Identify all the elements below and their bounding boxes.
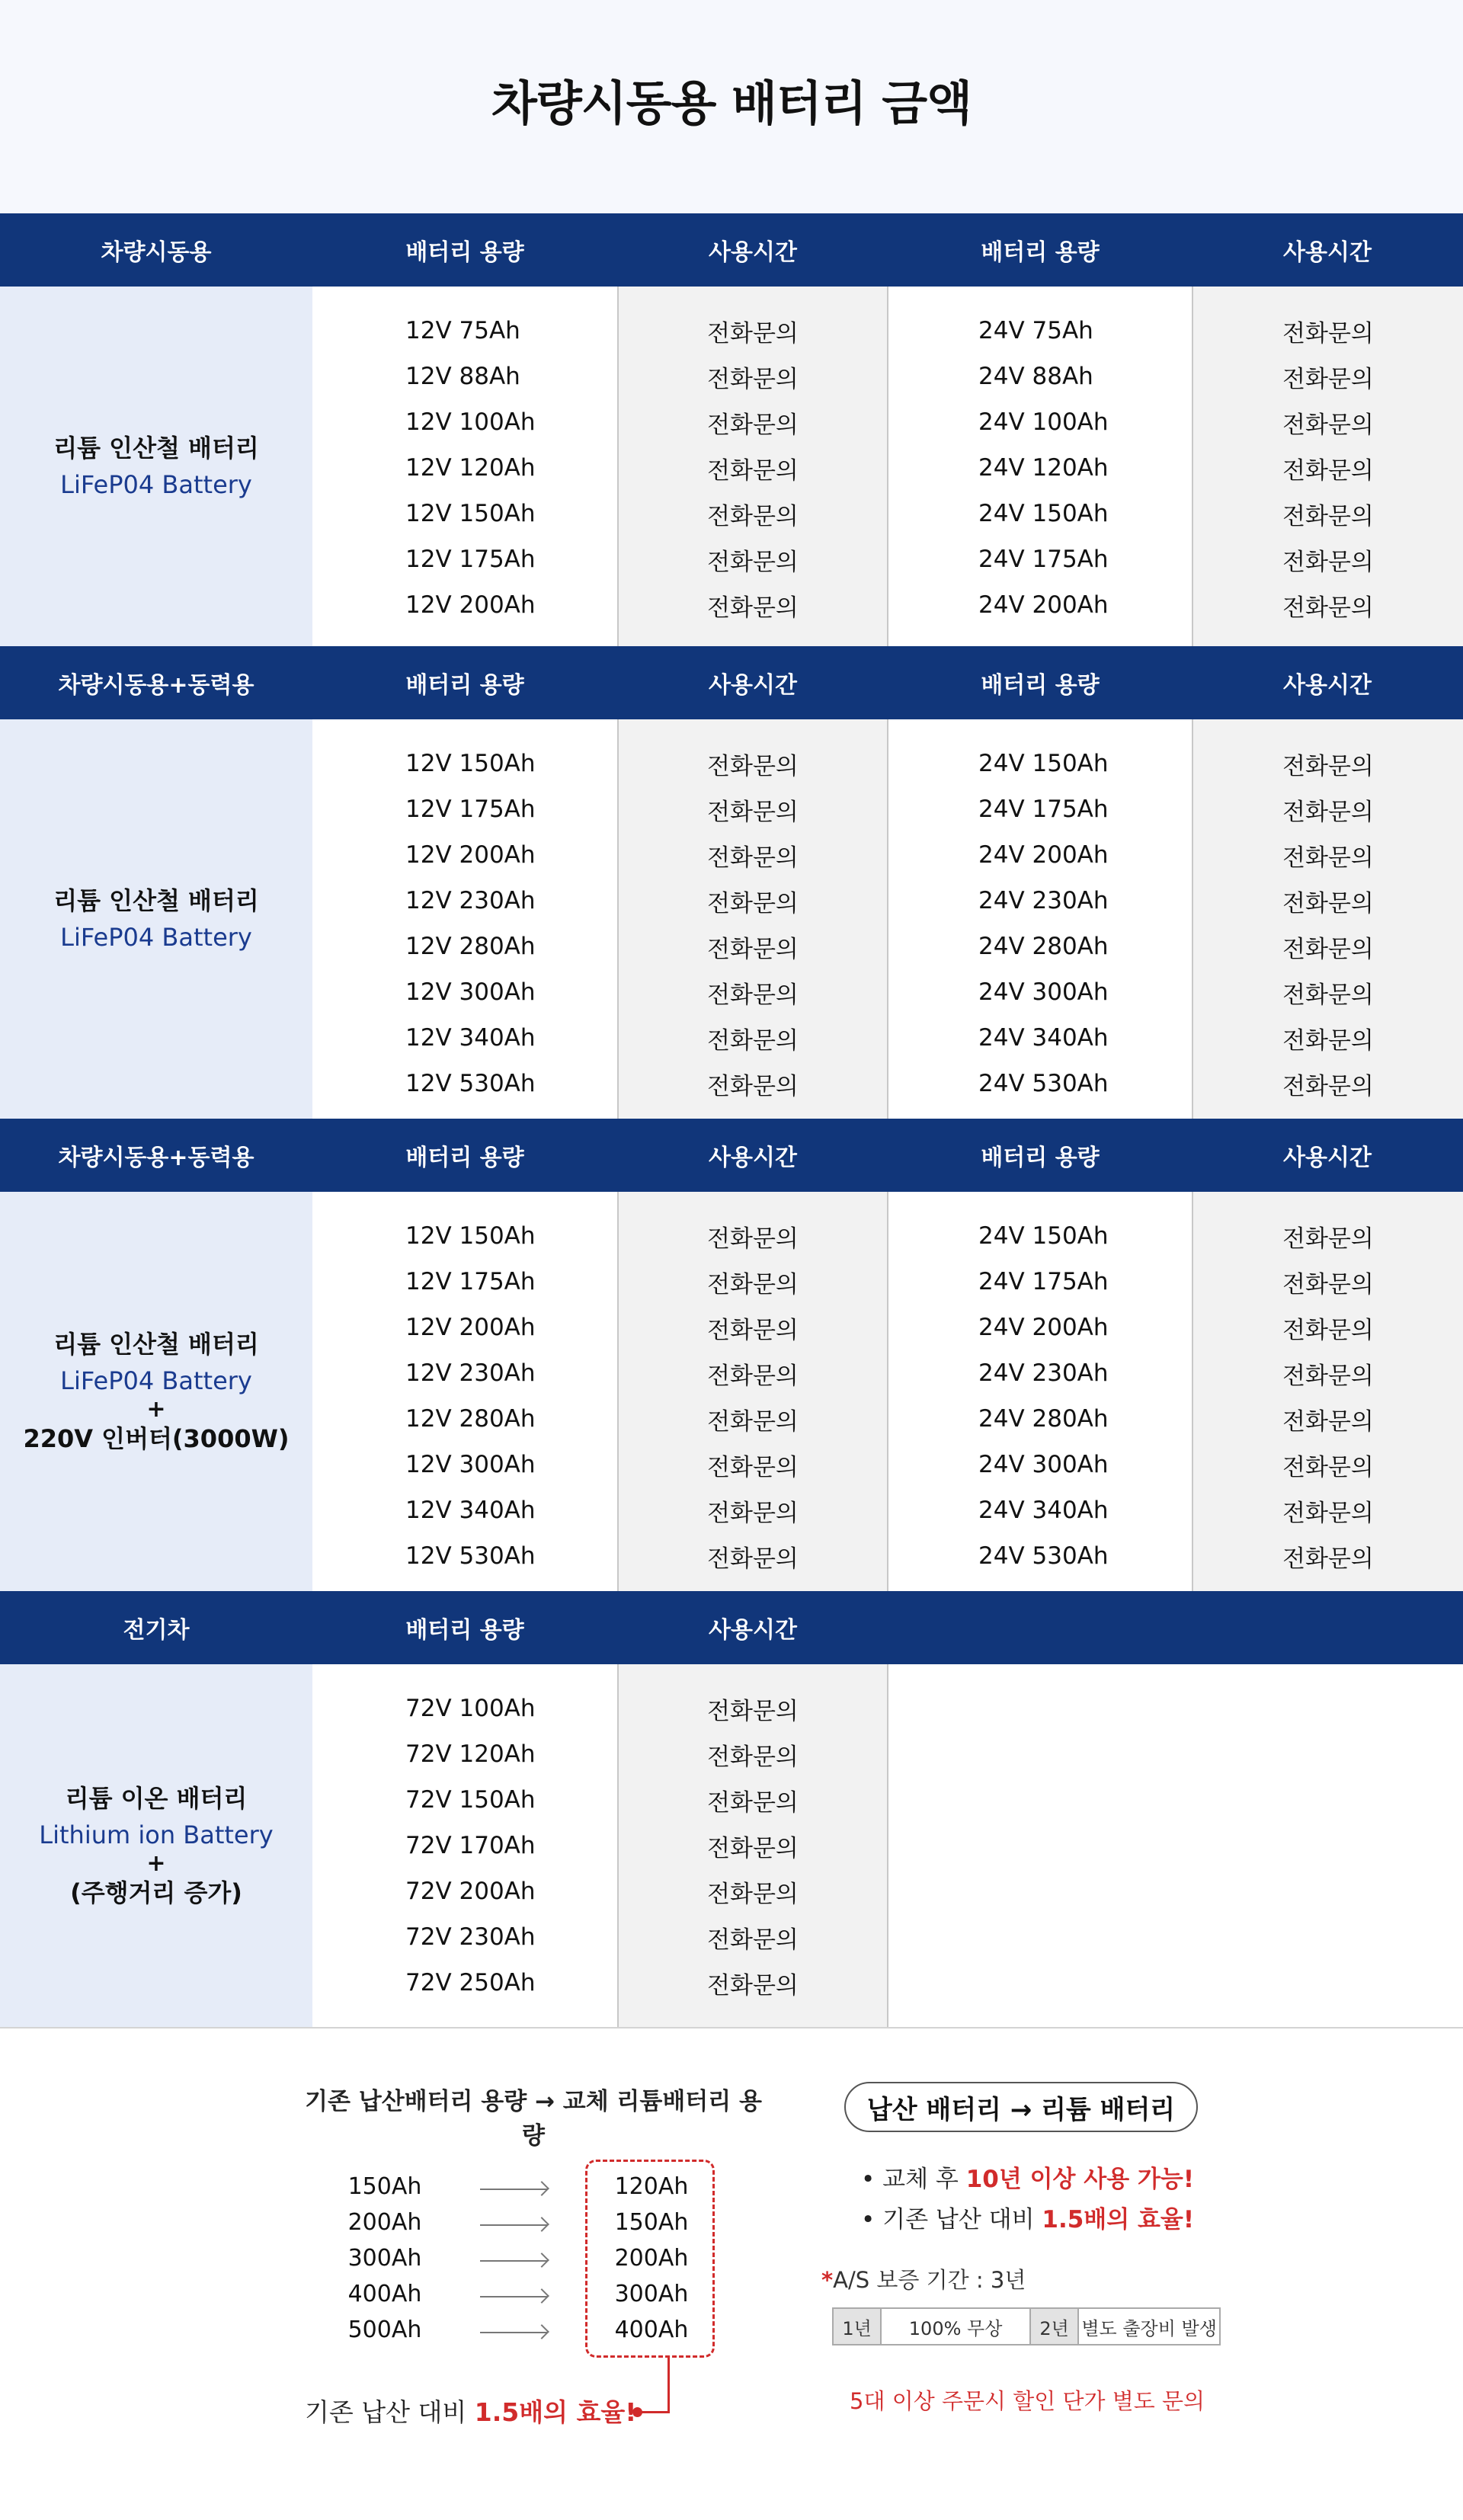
header-category: 차량시동용+동력용	[58, 672, 255, 699]
section-header	[0, 1119, 1463, 1192]
category-english: LiFeP04 Battery	[60, 1366, 252, 1395]
usage-time-value: 전화문의	[1282, 935, 1374, 963]
header-time-12v: 사용시간	[709, 672, 797, 699]
capacity-value: 24V 530Ah	[978, 1542, 1109, 1570]
time-12v-column	[617, 1192, 888, 1591]
usage-time-value: 전화문의	[1282, 502, 1374, 530]
usage-time-value: 전화문의	[707, 1072, 799, 1100]
capacity-value: 72V 200Ah	[405, 1878, 536, 1905]
connector-line	[667, 2358, 670, 2413]
arrow-head-icon	[534, 2288, 549, 2304]
usage-time-value: 전화문의	[1282, 365, 1374, 393]
capacity-value: 12V 175Ah	[405, 796, 536, 823]
capacity-value: 24V 75Ah	[978, 317, 1093, 344]
footer-prefix: 기존 납산 대비	[305, 2397, 475, 2427]
usage-time-value: 전화문의	[1282, 1545, 1374, 1573]
usage-time-value: 전화문의	[1282, 981, 1374, 1009]
usage-time-value: 전화문의	[707, 935, 799, 963]
usage-time-value: 전화문의	[707, 1362, 799, 1390]
section-header	[0, 213, 1463, 287]
old-capacity-value: 500Ah	[347, 2317, 422, 2343]
category-cell	[0, 1664, 312, 2027]
category-cell	[0, 287, 312, 646]
arrow-head-icon	[534, 2181, 549, 2196]
arrow-head-icon	[534, 2324, 549, 2339]
header-capacity-24v: 배터리 용량	[981, 239, 1100, 266]
capacity-value: 24V 280Ah	[978, 1405, 1109, 1433]
bulk-discount-note: 5대 이상 주문시 할인 단가 별도 문의	[850, 2388, 1205, 2414]
header-capacity-24v: 배터리 용량	[981, 1145, 1100, 1171]
usage-time-value: 전화문의	[707, 1880, 799, 1908]
usage-time-value: 전화문의	[1282, 456, 1374, 485]
capacity-value-list	[312, 741, 617, 1106]
capacity-value: 12V 200Ah	[405, 841, 536, 869]
capacity-value: 72V 100Ah	[405, 1695, 536, 1722]
capacity-value: 24V 200Ah	[978, 841, 1109, 869]
header-time-72v: 사용시간	[709, 1617, 797, 1644]
usage-time-value: 전화문의	[707, 456, 799, 485]
capacity-value: 12V 175Ah	[405, 1268, 536, 1295]
page-title: 차량시동용 배터리 금액	[491, 75, 972, 131]
usage-time-value: 전화문의	[707, 1316, 799, 1344]
arrow-head-icon	[534, 2217, 549, 2232]
capacity-value: 12V 530Ah	[405, 1070, 536, 1097]
capacity-value: 12V 75Ah	[405, 317, 520, 344]
old-capacity-value: 150Ah	[347, 2173, 422, 2200]
conversion-footer	[305, 2393, 637, 2429]
capacity-value-list	[888, 1213, 1192, 1579]
usage-time-value: 전화문의	[707, 981, 799, 1009]
benefit-bullet-lifespan	[861, 2160, 1194, 2194]
usage-time-value: 전화문의	[707, 1926, 799, 1954]
header-category: 차량시동용+동력용	[58, 1145, 255, 1171]
usage-time-value: 전화문의	[1282, 1270, 1374, 1298]
usage-time-value: 전화문의	[707, 548, 799, 576]
warranty-year-1-terms: 100% 무상	[882, 2309, 1031, 2344]
old-capacity-value: 300Ah	[347, 2245, 422, 2272]
usage-time-value: 전화문의	[707, 1225, 799, 1253]
capacity-24v-column	[888, 287, 1192, 646]
header-category: 전기차	[123, 1617, 190, 1644]
category-english: LiFeP04 Battery	[60, 470, 252, 499]
capacity-value: 24V 150Ah	[978, 750, 1109, 777]
category-plus: +	[146, 1396, 166, 1423]
usage-time-value: 전화문의	[707, 1499, 799, 1527]
usage-time-value: 전화문의	[1282, 1499, 1374, 1527]
capacity-value: 12V 230Ah	[405, 887, 536, 914]
capacity-value: 24V 340Ah	[978, 1024, 1109, 1052]
page-header	[0, 0, 1463, 213]
category-cell	[0, 1192, 312, 1591]
usage-time-value-list	[619, 308, 887, 628]
capacity-value: 72V 230Ah	[405, 1923, 536, 1951]
upgrade-pill: 납산 배터리 → 리튬 배터리	[844, 2082, 1198, 2132]
capacity-72v-column	[312, 1664, 617, 2027]
usage-time-value: 전화문의	[1282, 594, 1374, 622]
warranty-year-2: 2년	[1031, 2309, 1079, 2344]
new-capacity-value: 200Ah	[614, 2245, 689, 2272]
header-time-24v: 사용시간	[1283, 239, 1372, 266]
capacity-value: 12V 150Ah	[405, 750, 536, 777]
capacity-value: 24V 200Ah	[978, 591, 1109, 619]
warranty-year-2-terms: 별도 출장비 발생	[1081, 2317, 1217, 2339]
category-name: 리튬 인산철 배터리	[53, 434, 259, 463]
usage-time-value-list	[619, 1213, 887, 1579]
capacity-value: 24V 200Ah	[978, 1314, 1109, 1341]
connector-line	[639, 2411, 670, 2413]
footer-highlight: 1.5배의 효율!	[474, 2397, 637, 2427]
capacity-12v-column	[312, 1192, 617, 1591]
usage-time-value: 전화문의	[707, 365, 799, 393]
capacity-value: 24V 120Ah	[978, 454, 1109, 482]
usage-time-value: 전화문의	[707, 1270, 799, 1298]
category-cell	[0, 719, 312, 1119]
capacity-value: 72V 170Ah	[405, 1832, 536, 1859]
capacity-value: 12V 530Ah	[405, 1542, 536, 1570]
price-section-inverter	[0, 1119, 1463, 1591]
usage-time-value-list	[619, 1686, 887, 2006]
category-extra: (주행거리 증가)	[70, 1878, 242, 1907]
capacity-value-list	[888, 308, 1192, 628]
time-24v-column	[1192, 1192, 1463, 1591]
benefit-bullet-efficiency	[861, 2200, 1194, 2234]
usage-time-value: 전화문의	[1282, 1316, 1374, 1344]
new-capacity-value: 150Ah	[614, 2209, 689, 2236]
capacity-value: 24V 175Ah	[978, 796, 1109, 823]
capacity-value: 24V 230Ah	[978, 887, 1109, 914]
capacity-value: 12V 340Ah	[405, 1024, 536, 1052]
warranty-star: *	[821, 2267, 834, 2293]
capacity-value: 12V 100Ah	[405, 408, 536, 436]
usage-time-value: 전화문의	[707, 752, 799, 780]
conversion-title: 기존 납산배터리 용량 → 교체 리튬배터리 용량	[305, 2088, 762, 2150]
old-capacity-value: 200Ah	[347, 2209, 422, 2236]
price-section-ev	[0, 1591, 1463, 2027]
bullet-highlight: 10년 이상 사용 가능!	[965, 2166, 1194, 2193]
capacity-value: 12V 300Ah	[405, 1451, 536, 1478]
category-name: 리튬 인산철 배터리	[53, 886, 259, 915]
usage-time-value-list	[1193, 308, 1463, 628]
section-body	[0, 287, 1463, 646]
usage-time-value: 전화문의	[707, 1834, 799, 1862]
capacity-value: 12V 200Ah	[405, 1314, 536, 1341]
capacity-value: 24V 175Ah	[978, 546, 1109, 573]
header-capacity-72v: 배터리 용량	[405, 1617, 524, 1644]
capacity-12v-column	[312, 719, 617, 1119]
new-capacity-value: 400Ah	[614, 2317, 689, 2343]
capacity-value: 24V 175Ah	[978, 1268, 1109, 1295]
usage-time-value-list	[619, 741, 887, 1106]
capacity-value-list	[888, 741, 1192, 1106]
new-capacity-value: 120Ah	[614, 2173, 689, 2200]
capacity-value: 24V 280Ah	[978, 933, 1109, 960]
usage-time-value-list	[1193, 741, 1463, 1106]
capacity-value: 24V 150Ah	[978, 500, 1109, 527]
usage-time-value: 전화문의	[707, 502, 799, 530]
header-time-12v: 사용시간	[709, 1145, 797, 1171]
usage-time-value: 전화문의	[707, 1788, 799, 1817]
header-capacity-12v: 배터리 용량	[405, 1145, 524, 1171]
section-body	[0, 1192, 1463, 1591]
usage-time-value: 전화문의	[1282, 411, 1374, 439]
capacity-value: 24V 300Ah	[978, 978, 1109, 1006]
usage-time-value: 전화문의	[707, 889, 799, 917]
category-name: 리튬 인산철 배터리	[53, 1330, 259, 1359]
capacity-value: 12V 200Ah	[405, 591, 536, 619]
usage-time-value: 전화문의	[707, 798, 799, 826]
header-capacity-12v: 배터리 용량	[405, 239, 524, 266]
new-capacity-value: 300Ah	[614, 2281, 689, 2307]
usage-time-value: 전화문의	[707, 319, 799, 347]
usage-time-value: 전화문의	[707, 1453, 799, 1481]
capacity-value-list	[312, 308, 617, 628]
usage-time-value: 전화문의	[1282, 548, 1374, 576]
category-plus: +	[146, 1850, 166, 1877]
capacity-value: 24V 530Ah	[978, 1070, 1109, 1097]
warranty-text: A/S 보증 기간 : 3년	[833, 2267, 1026, 2293]
price-section-starting	[0, 213, 1463, 646]
usage-time-value: 전화문의	[707, 1407, 799, 1436]
bullet-prefix: • 교체 후	[861, 2166, 966, 2193]
header-time-12v: 사용시간	[709, 239, 797, 266]
info-footer	[0, 2027, 1463, 2520]
capacity-value: 72V 150Ah	[405, 1786, 536, 1814]
usage-time-value: 전화문의	[707, 594, 799, 622]
bullet-highlight: 1.5배의 효율!	[1042, 2206, 1195, 2233]
capacity-value: 24V 150Ah	[978, 1222, 1109, 1250]
warranty-year-1: 1년	[834, 2309, 882, 2344]
section-body	[0, 1664, 1463, 2027]
warranty-table	[832, 2307, 1221, 2345]
header-time-24v: 사용시간	[1283, 1145, 1372, 1171]
capacity-value: 12V 120Ah	[405, 454, 536, 482]
usage-time-value: 전화문의	[1282, 1072, 1374, 1100]
capacity-value: 24V 340Ah	[978, 1497, 1109, 1524]
capacity-value-list	[312, 1213, 617, 1579]
capacity-value: 12V 300Ah	[405, 978, 536, 1006]
capacity-value: 12V 175Ah	[405, 546, 536, 573]
usage-time-value: 전화문의	[707, 1026, 799, 1055]
usage-time-value: 전화문의	[1282, 1225, 1374, 1253]
capacity-value: 12V 150Ah	[405, 1222, 536, 1250]
usage-time-value-list	[1193, 1213, 1463, 1579]
usage-time-value: 전화문의	[707, 844, 799, 872]
capacity-value: 72V 250Ah	[405, 1969, 536, 1996]
section-body	[0, 719, 1463, 1119]
capacity-value: 12V 280Ah	[405, 1405, 536, 1433]
arrow-head-icon	[534, 2253, 549, 2268]
usage-time-value: 전화문의	[1282, 844, 1374, 872]
usage-time-value: 전화문의	[1282, 319, 1374, 347]
capacity-value: 12V 88Ah	[405, 363, 520, 390]
capacity-value: 24V 88Ah	[978, 363, 1093, 390]
capacity-value: 24V 230Ah	[978, 1359, 1109, 1387]
header-time-24v: 사용시간	[1283, 672, 1372, 699]
usage-time-value: 전화문의	[707, 1697, 799, 1725]
usage-time-value: 전화문의	[1282, 1453, 1374, 1481]
header-capacity-12v: 배터리 용량	[405, 672, 524, 699]
header-category: 차량시동용	[101, 239, 212, 266]
capacity-value: 12V 150Ah	[405, 500, 536, 527]
usage-time-value: 전화문의	[1282, 1407, 1374, 1436]
usage-time-value: 전화문의	[1282, 889, 1374, 917]
usage-time-value: 전화문의	[707, 411, 799, 439]
bullet-prefix: • 기존 납산 대비	[861, 2206, 1042, 2233]
section-header	[0, 1591, 1463, 1664]
capacity-value: 12V 280Ah	[405, 933, 536, 960]
header-capacity-24v: 배터리 용량	[981, 672, 1100, 699]
usage-time-value: 전화문의	[1282, 752, 1374, 780]
capacity-12v-column	[312, 287, 617, 646]
price-section-starting-power	[0, 646, 1463, 1119]
usage-time-value: 전화문의	[1282, 1026, 1374, 1055]
section-header	[0, 646, 1463, 719]
usage-time-value: 전화문의	[1282, 1362, 1374, 1390]
time-12v-column	[617, 287, 888, 646]
time-24v-column	[1192, 287, 1463, 646]
category-english: LiFeP04 Battery	[60, 923, 252, 952]
warranty-title	[821, 2263, 1026, 2294]
usage-time-value: 전화문의	[1282, 798, 1374, 826]
old-capacity-value: 400Ah	[347, 2281, 422, 2307]
category-english: Lithium ion Battery	[39, 1820, 274, 1849]
capacity-24v-column	[888, 719, 1192, 1119]
time-72v-column	[617, 1664, 888, 2027]
capacity-value: 24V 300Ah	[978, 1451, 1109, 1478]
capacity-value: 72V 120Ah	[405, 1740, 536, 1768]
usage-time-value: 전화문의	[707, 1545, 799, 1573]
capacity-value: 12V 340Ah	[405, 1497, 536, 1524]
category-name: 리튬 이온 배터리	[65, 1784, 248, 1813]
time-24v-column	[1192, 719, 1463, 1119]
usage-time-value: 전화문의	[707, 1971, 799, 2000]
capacity-value: 12V 230Ah	[405, 1359, 536, 1387]
capacity-24v-column	[888, 1192, 1192, 1591]
category-extra: 220V 인버터(3000W)	[23, 1424, 290, 1453]
capacity-value-list	[312, 1686, 617, 2006]
capacity-value: 24V 100Ah	[978, 408, 1109, 436]
time-12v-column	[617, 719, 888, 1119]
usage-time-value: 전화문의	[707, 1743, 799, 1771]
